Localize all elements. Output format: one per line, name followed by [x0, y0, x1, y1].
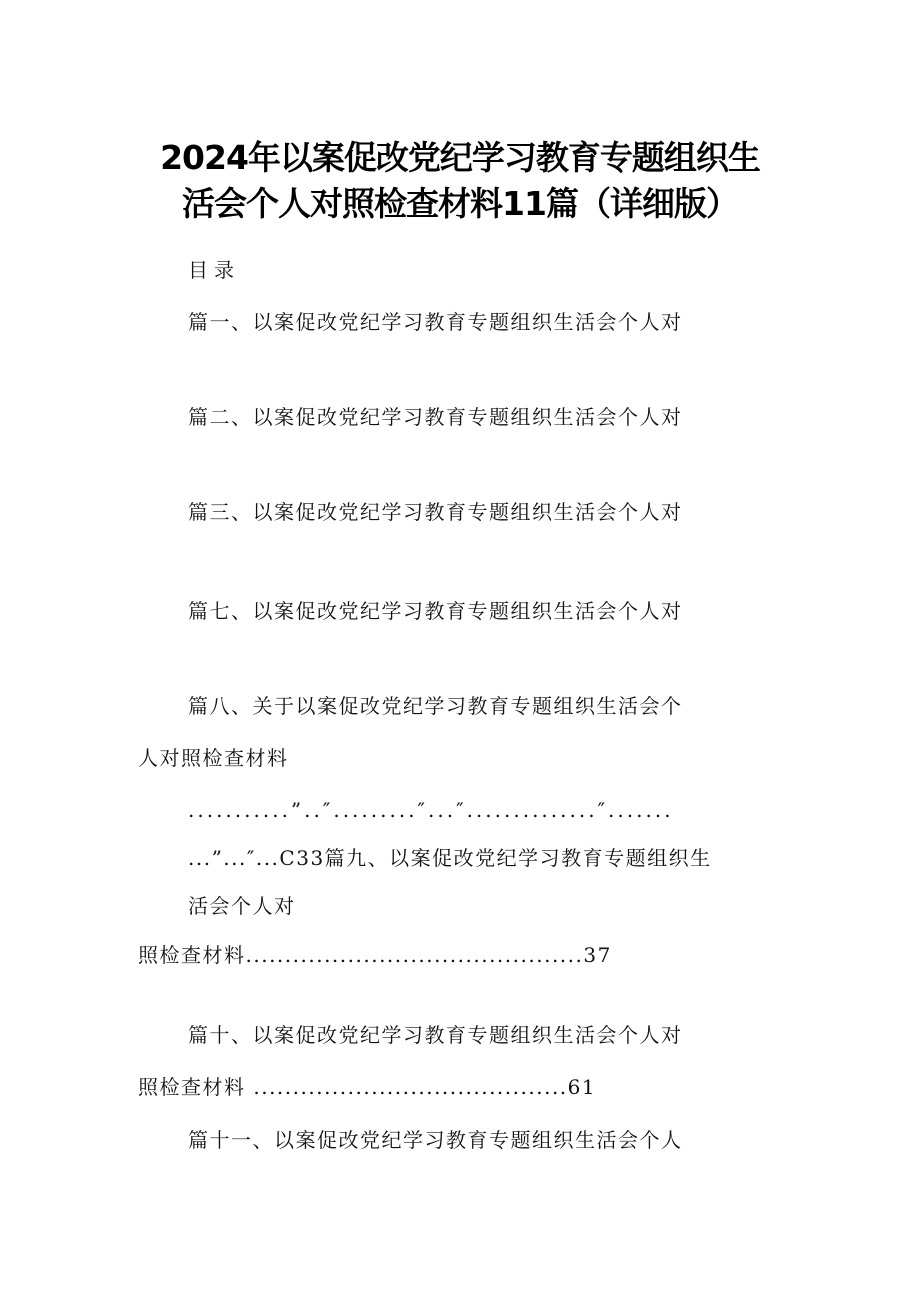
- toc-entry-7: 篇七、以案促改党纪学习教育专题组织生活会个人对: [188, 599, 683, 623]
- document-title-line-2: 活会个人对照检查材料11篇（详细版）: [182, 184, 738, 223]
- toc-entry-8-continued: 人对照检查材料: [138, 746, 289, 770]
- toc-entry-8: 篇八、关于以案促改党纪学习教育专题组织生活会个: [188, 694, 683, 718]
- toc-heading: 目录: [188, 258, 240, 282]
- toc-entry-10: 篇十、以案促改党纪学习教育专题组织生活会个人对: [188, 1023, 683, 1047]
- toc-entry-9: ...”...″...C33篇九、以案促改党纪学习教育专题组织生: [188, 846, 712, 870]
- toc-entry-11: 篇十一、以案促改党纪学习教育专题组织生活会个人: [188, 1128, 683, 1152]
- toc-entry-10-page: 照检查材料 ........................................61: [138, 1075, 597, 1099]
- toc-entry-2: 篇二、以案促改党纪学习教育专题组织生活会个人对: [188, 405, 683, 429]
- toc-entry-1: 篇一、以案促改党纪学习教育专题组织生活会个人对: [188, 310, 683, 334]
- toc-entry-9-page: 照检查材料...........................................37: [138, 943, 612, 967]
- document-title-line-1: 2024年以案促改党纪学习教育专题组织生: [160, 138, 760, 177]
- toc-entry-3: 篇三、以案促改党纪学习教育专题组织生活会个人对: [188, 500, 683, 524]
- toc-leader-dots: ...........”..″.........″...″..............″.......: [188, 798, 674, 822]
- toc-entry-9-continued: 活会个人对: [188, 894, 296, 918]
